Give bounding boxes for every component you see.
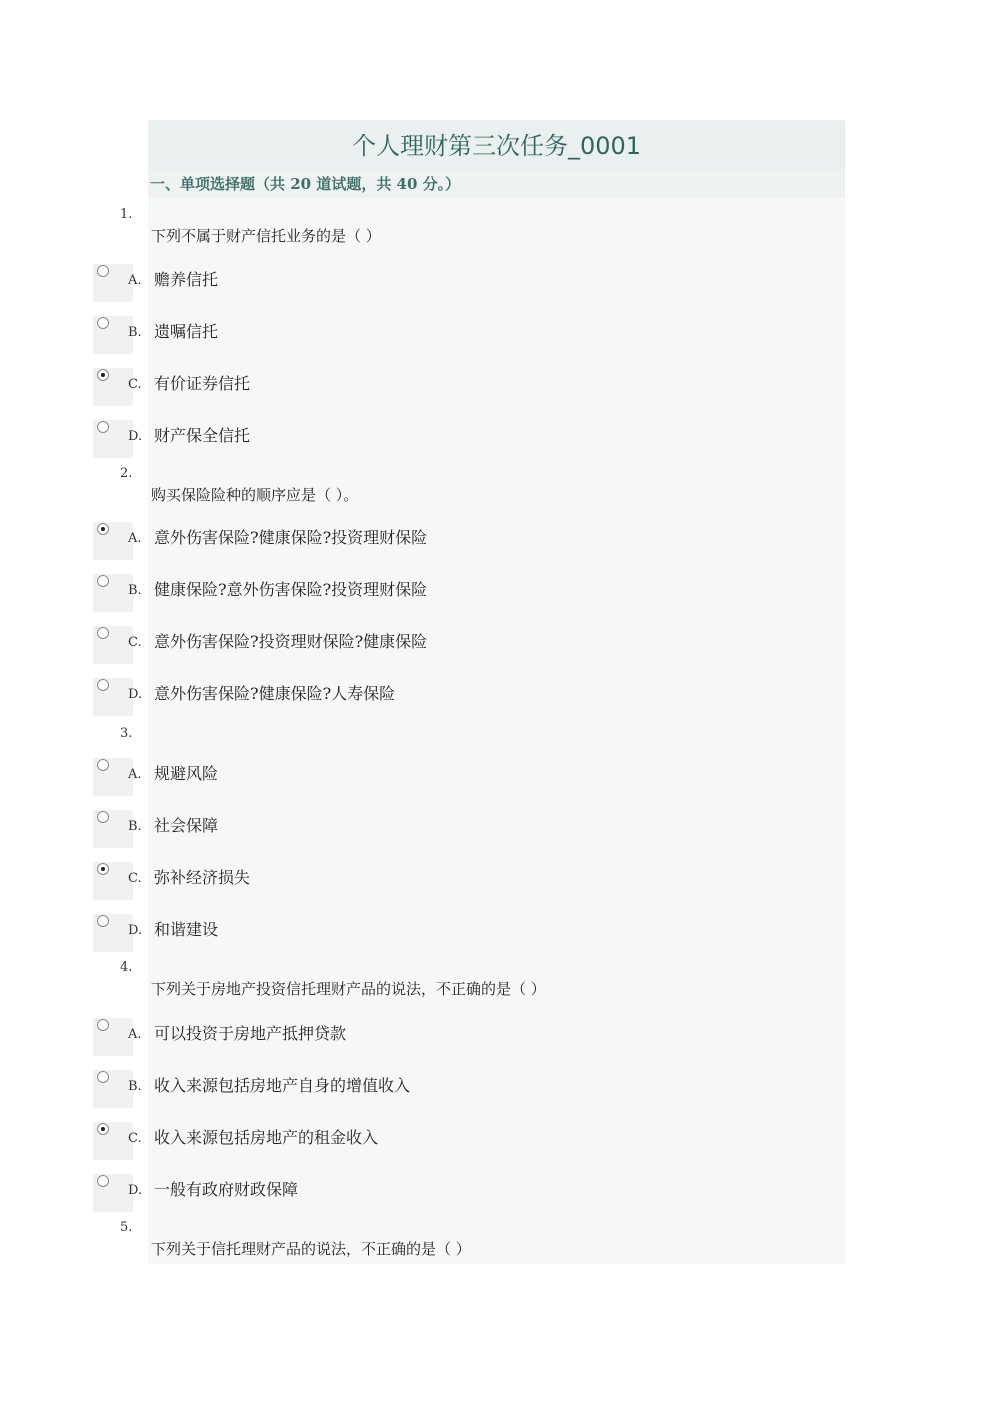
option-text: 收入来源包括房地产自身的增值收入 xyxy=(154,1076,411,1095)
question-3-option-b[interactable] xyxy=(93,810,845,848)
option-text: 意外伤害保险?健康保险?投资理财保险 xyxy=(154,528,428,547)
option-text: 意外伤害保险?健康保险?人寿保险 xyxy=(154,684,396,703)
question-3-option-d[interactable] xyxy=(93,914,845,952)
option-letter: D. xyxy=(128,429,143,444)
question-2-option-d[interactable] xyxy=(93,678,845,716)
question-4-number: 4. xyxy=(120,960,133,975)
radio-button-icon[interactable] xyxy=(97,915,109,927)
option-letter: C. xyxy=(128,635,142,650)
question-1-option-d[interactable] xyxy=(93,420,845,458)
question-1-number: 1. xyxy=(120,207,133,222)
question-1-option-a[interactable] xyxy=(93,264,845,302)
option-letter: D. xyxy=(128,687,143,702)
option-text: 健康保险?意外伤害保险?投资理财保险 xyxy=(154,580,428,599)
question-5-text: 下列关于信托理财产品的说法，不正确的是（ ） xyxy=(151,1240,471,1258)
radio-button-icon[interactable] xyxy=(97,679,109,691)
option-text: 规避风险 xyxy=(154,764,219,783)
option-text: 收入来源包括房地产的租金收入 xyxy=(154,1128,379,1147)
question-4-option-d[interactable] xyxy=(93,1174,845,1212)
option-letter: C. xyxy=(128,377,142,392)
radio-button-icon[interactable] xyxy=(97,811,109,823)
question-2-number: 2. xyxy=(120,466,133,481)
radio-button-icon[interactable] xyxy=(97,1123,109,1135)
option-letter: D. xyxy=(128,1183,143,1198)
option-letter: B. xyxy=(128,1079,142,1094)
radio-button-icon[interactable] xyxy=(97,759,109,771)
option-letter: D. xyxy=(128,923,143,938)
option-letter: A. xyxy=(128,531,142,546)
question-4-option-b[interactable] xyxy=(93,1070,845,1108)
question-1-text: 下列不属于财产信托业务的是（ ） xyxy=(151,227,381,245)
option-text: 社会保障 xyxy=(154,816,219,835)
radio-button-icon[interactable] xyxy=(97,265,109,277)
question-2-option-c[interactable] xyxy=(93,626,845,664)
question-4-option-c[interactable] xyxy=(93,1122,845,1160)
option-text: 赡养信托 xyxy=(154,270,219,289)
option-text: 财产保全信托 xyxy=(154,426,251,445)
question-4-text: 下列关于房地产投资信托理财产品的说法，不正确的是（ ） xyxy=(151,980,546,998)
question-2-option-a[interactable] xyxy=(93,522,845,560)
option-text: 一般有政府财政保障 xyxy=(154,1180,299,1199)
option-letter: B. xyxy=(128,819,142,834)
option-text: 遗嘱信托 xyxy=(154,322,219,341)
radio-button-icon[interactable] xyxy=(97,863,109,875)
radio-button-icon[interactable] xyxy=(97,1019,109,1031)
option-text: 弥补经济损失 xyxy=(154,868,251,887)
option-letter: C. xyxy=(128,871,142,886)
option-letter: A. xyxy=(128,1027,142,1042)
question-2-option-b[interactable] xyxy=(93,574,845,612)
option-text: 意外伤害保险?投资理财保险?健康保险 xyxy=(154,632,428,651)
option-letter: B. xyxy=(128,583,142,598)
radio-button-icon[interactable] xyxy=(97,523,109,535)
option-letter: A. xyxy=(128,767,142,782)
radio-button-icon[interactable] xyxy=(97,1175,109,1187)
radio-button-icon[interactable] xyxy=(97,575,109,587)
option-letter: A. xyxy=(128,273,142,288)
option-text: 和谐建设 xyxy=(154,920,219,939)
option-text: 有价证券信托 xyxy=(154,374,251,393)
question-3-number: 3. xyxy=(120,726,133,741)
question-1-option-b[interactable] xyxy=(93,316,845,354)
option-letter: B. xyxy=(128,325,142,340)
section-header: 一、单项选择题（共 20 道试题，共 40 分。） xyxy=(150,175,461,193)
question-5-number: 5. xyxy=(120,1220,133,1235)
question-2-text: 购买保险险种的顺序应是（ ）。 xyxy=(151,486,359,504)
question-4-option-a[interactable] xyxy=(93,1018,845,1056)
question-3-option-c[interactable] xyxy=(93,862,845,900)
page-title: 个人理财第三次任务_0001 xyxy=(351,132,642,160)
radio-button-icon[interactable] xyxy=(97,421,109,433)
radio-button-icon[interactable] xyxy=(97,1071,109,1083)
option-text: 可以投资于房地产抵押贷款 xyxy=(154,1024,347,1043)
radio-button-icon[interactable] xyxy=(97,317,109,329)
option-letter: C. xyxy=(128,1131,142,1146)
question-1-option-c[interactable] xyxy=(93,368,845,406)
question-3-option-a[interactable] xyxy=(93,758,845,796)
radio-button-icon[interactable] xyxy=(97,627,109,639)
radio-button-icon[interactable] xyxy=(97,369,109,381)
